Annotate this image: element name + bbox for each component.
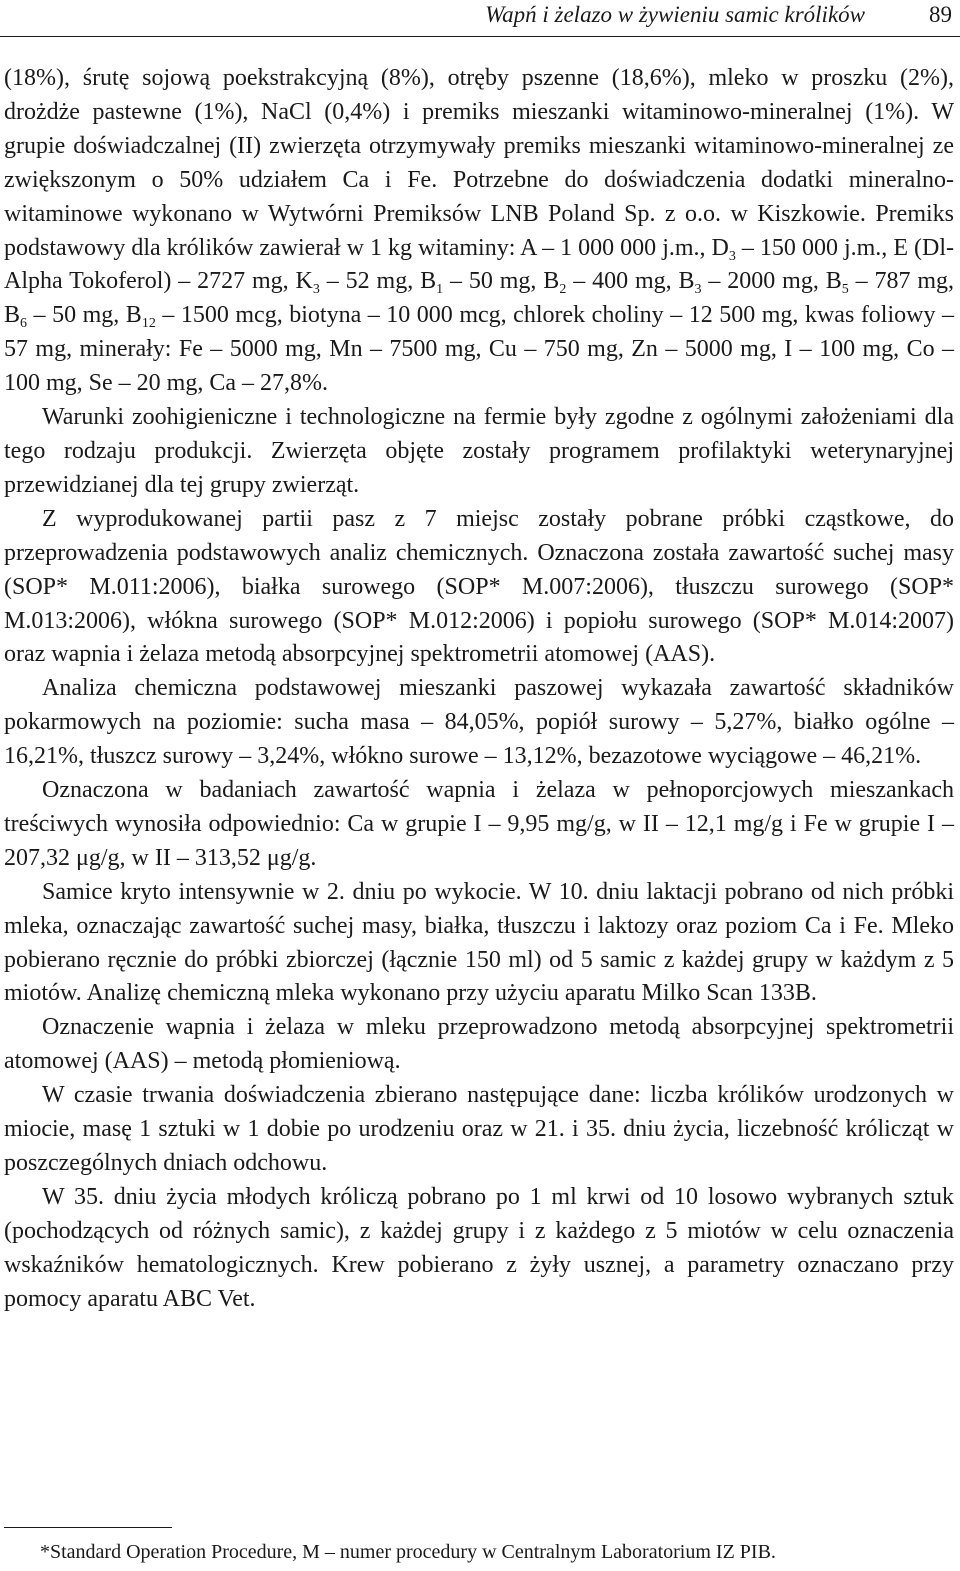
paragraph-blood-sampling: W 35. dniu życia młodych króliczą pobrano po 1 ml krwi od 10 losowo wybranych sztuk (pochodzących od różnych samic), z każdej grupy i z każdego z 5 miotów w celu oznaczenia wskaźników hematologicznych. Krew pobierano z żyły usznej, a parametry oznaczano przy pomocy aparatu ABC Vet.	[4, 1183, 954, 1312]
footnote-divider	[4, 1527, 172, 1528]
paragraph-milk-aas: Oznaczenie wapnia i żelaza w mleku przeprowadzono metodą absorpcyjnej spektrometrii atomowej (AAS) – metodą płomieniową.	[4, 1014, 954, 1075]
paragraph-feed-composition: (18%), śrutę sojową poekstrakcyjną (8%), otręby pszenne (18,6%), mleko w proszku (2%), drożdże pastewne (1%), NaCl (0,4%) i premiks mieszanki witaminowo-mineralnej (1%). W grupie doświadczalnej (II) zwierzęta otrzymywały premiks mieszanki witaminowo-mineralnej ze zwiększonym o 50% udziałem Ca i Fe. Potrzebne do doświadczenia dodatki mineralno-witaminowe wykonano w Wytwórni Premiksów LNB Poland Sp. z o.o. w Kiszkowie. Premiks podstawowy dla królików zawierał w 1 kg witaminy: A – 1 000 000 j.m., $D_3 - 150$ 000 j.m., E (Dl-Alpha Tokoferol) – 2727 mg, $K_3 - 52$ mg, $B_1 - 50$ mg, $B_2 - 400$ mg, $B_3 - 2000$ mg, $B_5 - 787$ mg, $B_6 - 50$ mg, $B_{12} - 1500$ mcg, biotyna – 10 000 mcg, chlorek choliny – 12 500 mg, kwas foliowy – 57 mg, minerały: Fe – 5000 mg, Mn – 7500 mg, Cu – 750 mg, Zn – 5000 mg, I – 100 mg, Co – 100 mg, Se – 20 mg, Ca – 27,8%.	[4, 65, 955, 397]
paragraph-milk-sampling: Samice kryto intensywnie w 2. dniu po wykocie. W 10. dniu laktacji pobrano od nich próbki mleka, oznaczając zawartość suchej masy, białka, tłuszczu i laktozy oraz poziom Ca i Fe. Mleko pobierano ręcznie do próbki zbiorczej (łącznie 150 ml) od 5 samic z każdej grupy w każdym z 5 miotów. Analizę chemiczną mleka wykonano przy użyciu aparatu Milko Scan 133B.	[4, 878, 954, 1007]
paragraph-ca-fe-content: Oznaczona w badaniach zawartość wapnia i żelaza w pełnoporcjowych mieszankach treściwych wynosiła odpowiednio: Ca w grupie I – 9,95 mg/g, w II – 12,1 mg/g i Fe w grupie I – 207,32 μg/g, w II – 313,52 μg/g.	[4, 777, 954, 871]
running-title: Wapń i żelazo w żywieniu samic królików	[485, 2, 865, 27]
page-header	[0, 0, 960, 37]
body-text	[4, 62, 954, 1317]
paragraph-data-collected: W czasie trwania doświadczenia zbierano następujące dane: liczba królików urodzonych w miocie, masę 1 sztuki w 1 dobie po urodzeniu oraz w 21. i 35. dniu życia, liczebność królicząt w poszczególnych dniach odchowu.	[4, 1082, 954, 1176]
paragraph-feed-sampling: Z wyprodukowanej partii pasz z 7 miejsc zostały pobrane próbki cząstkowe, do przeprowadzenia podstawowych analiz chemicznych. Oznaczona została zawartość suchej masy (SOP* M.011:2006), białka surowego (SOP* M.007:2006), tłuszczu surowego (SOP* M.013:2006), włókna surowego (SOP* M.012:2006) i popiołu surowego (SOP* M.014:2007) oraz wapnia i żelaza metodą absorpcyjnej spektrometrii atomowej (AAS).	[4, 505, 954, 668]
footnote: *Standard Operation Procedure, M – numer procedury w Centralnym Laboratorium IZ PIB.	[40, 1541, 776, 1563]
page-number: 89	[929, 2, 952, 27]
paragraph-feed-analysis: Analiza chemiczna podstawowej mieszanki paszowej wykazała zawartość składników pokarmowych na poziomie: sucha masa – 84,05%, popiół surowy – 5,27%, białko ogólne – 16,21%, tłuszcz surowy – 3,24%, włókno surowe – 13,12%, bezazotowe wyciągowe – 46,21%.	[4, 675, 954, 770]
paragraph-zoohygiene: Warunki zoohigieniczne i technologiczne na fermie były zgodne z ogólnymi założeniami dla tego rodzaju produkcji. Zwierzęta objęte zostały programem profilaktyki weterynaryjnej przewidzianej dla tej grupy zwierząt.	[4, 404, 954, 498]
